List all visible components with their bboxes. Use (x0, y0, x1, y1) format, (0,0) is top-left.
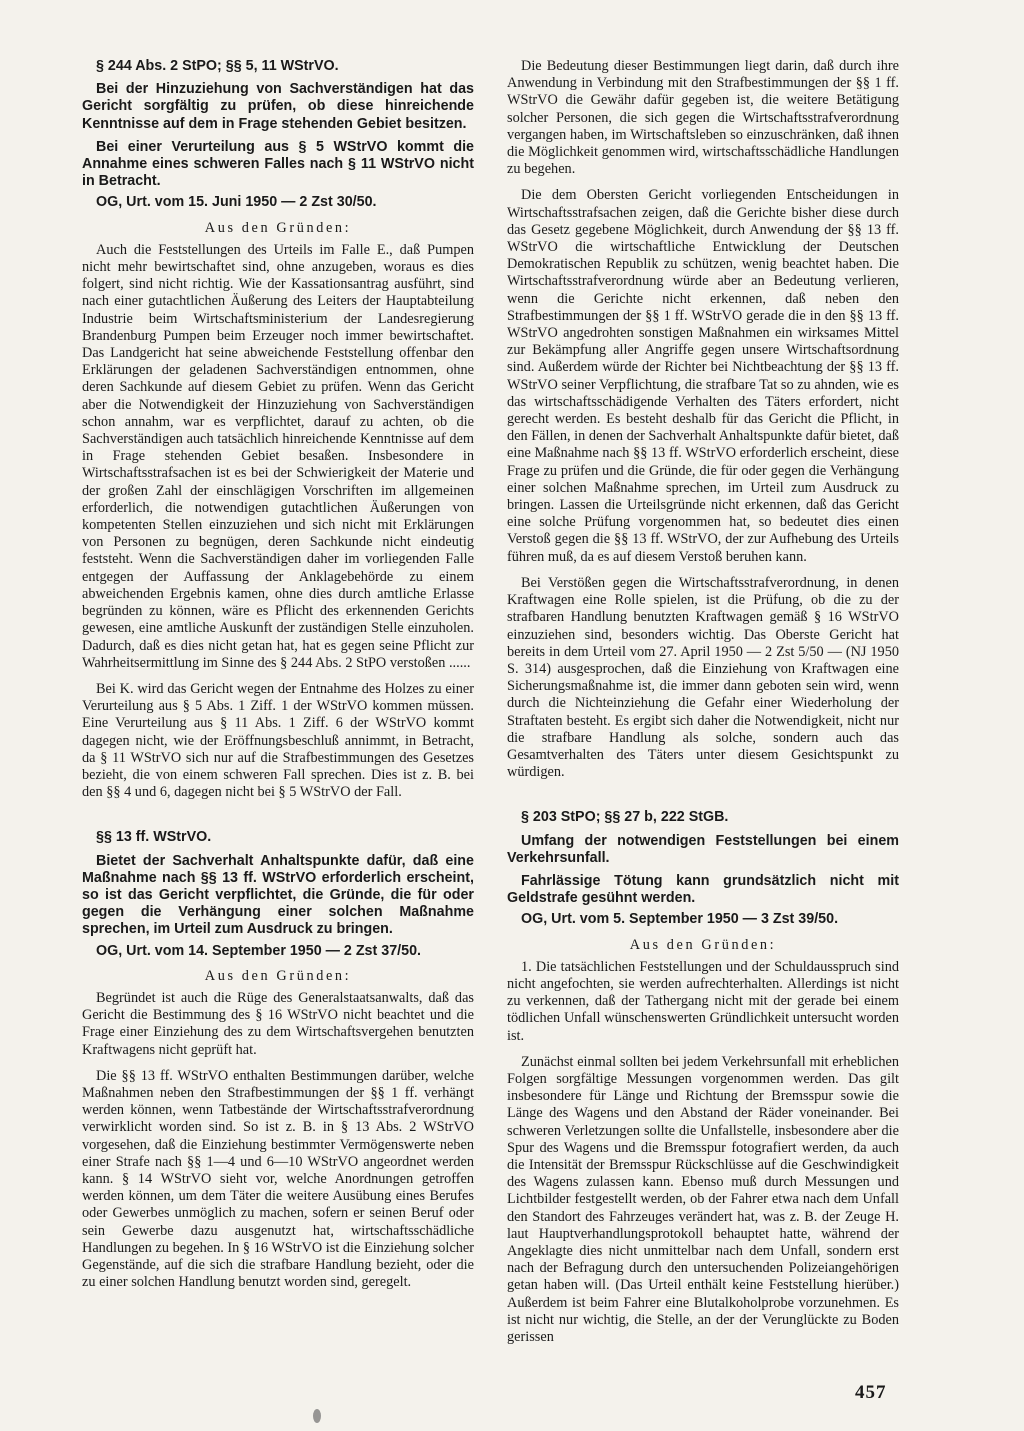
body-paragraph: Bei Verstößen gegen die Wirtschaftsstrafverordnung, in denen Kraftwagen eine Rolle spielen, ist die Prüfung, ob die zu der strafbaren Handlung benutzten Kraftwagen gemäß § 16 WStrVO einzuziehen sind, besonders wichtig. Das Oberste Gericht hat bereits in dem Urteil vom 27. April 1950 — 2 Zst 5/50 — (NJ 1950 S. 314) ausgesprochen, daß die Einziehung von Kraftwagen eine Sicherungsmaßnahme ist, die immer dann geboten sein wird, wenn durch die Nichteinziehung die Gefahr einer Wiederholung der Straftaten besteht. Es ergibt sich daher die Notwendigkeit, nicht nur die strafbare Handlung als solche, sondern auch das Gesamtverhalten des Täters unter diesem Gesichtspunkt zu würdigen. (507, 574, 899, 781)
body-paragraph: Die Bedeutung dieser Bestimmungen liegt darin, daß durch ihre Anwendung in Verbindung mit den Strafbestimmungen der §§ 1 ff. WStrVO die Gewähr dafür gegeben ist, die weitere Betätigung solcher Personen, die sich gegen die Wirtschaftsstrafverordnung vergangen haben, im Wirtschaftsleben so einzuschränken, daß ihnen die Möglichkeit genommen wird, wirtschaftsschädliche Handlungen zu begehen. (507, 58, 899, 178)
body-paragraph: Zunächst einmal sollten bei jedem Verkehrsunfall mit erheblichen Folgen sorgfältige Messungen vorgenommen werden. Das gilt insbesondere für Länge und Richtung der Bremsspur sowie die Länge des Wagens und den Abstand der Räder voneinander. Bei schweren Verletzungen sollte die Unfallstelle, insbesondere aber die Spur des Wagens und die Bremsspur fotografiert werden, da auch die Intensität der Bremsspur Rückschlüsse auf die Geschwindigkeit des Wagens zulassen kann. Ebenso muß durch Messungen und Lichtbilder festgestellt werden, ob der Fahrer etwa nach dem Unfall den Standort des Fahrzeuges verändert hat, was z. B. der Zeuge H. laut Hauptverhandlungsprotokoll behauptet hatte, während der Angeklagte dies nicht unmittelbar nach dem Unfall, sondern erst nach der Befragung durch den untersuchenden Polizeiangehörigen getan haben will. (Das Urteil enthält keine Feststellung hierüber.) Außerdem ist beim Fahrer eine Blutalkoholprobe vorzunehmen. Es ist nicht nur wichtig, die Stelle, an der der Verunglückte zu Boden gerissen (507, 1053, 899, 1346)
body-paragraph: Auch die Feststellungen des Urteils im Falle E., daß Pumpen nicht mehr bewirtschaftet sind, ohne anzugeben, woraus es dies folgert, sind nicht richtig. Wie der Kassationsantrag ausführt, sind nach einer gutachtlichen Äußerung des Leiters der Hauptabteilung Industrie beim Wirtschaftsministerium der Landesregierung Brandenburg Pumpen beim Erzeuger noch immer bewirtschaftet. Das Landgericht hat seine abweichende Feststellung offenbar den Erklärungen der geladenen Sachverständigen entnommen, ohne deren Sachkunde auf diesem Gebiet zu prüfen. Wenn das Gericht aber die Notwendigkeit der Hinzuziehung von Sachverständigen schon annahm, war es verpflichtet, darauf zu achten, ob die Sachverständigen auch tatsächlich hinreichende Kenntnisse auf dem in Frage stehenden Gebiet besaßen. Insbesondere in Wirtschaftsstrafsachen ist es bei der Schwierigkeit der Materie und der großen Zahl der einschlägigen Vorschriften im allgemeinen erforderlich, die notwendigen gutachtlichen Äußerungen von kompetenten Stellen einzuziehen und sich nicht mit Erklärungen von Personen zu begnügen, deren Sachkunde nicht eindeutig feststeht. Wenn die Sachverständigen daher im vorliegenden Falle entgegen der Auffassung der Anklagebehörde zu einem abweichenden Ergebnis kamen, ohne dies durch amtliche Erlasse begründen zu können, wäre es Pflicht des erkennenden Gerichts gewesen, eine amtliche Auskunft der zuständigen Stelle einzuholen. Dadurch, daß es dies nicht getan hat, hat es gegen seine Pflicht zur Wahrheitsermittlung im Sinne des § 244 Abs. 2 StPO verstoßen ...... (82, 241, 474, 671)
headnote: Bei einer Verurteilung aus § 5 WStrVO kommt die Annahme eines schweren Falles nach § 11 WStrVO nicht in Betracht. (82, 138, 474, 190)
headnote: Fahrlässige Tötung kann grundsätzlich nicht mit Geldstrafe gesühnt werden. (507, 872, 899, 907)
court-citation: OG, Urt. vom 14. September 1950 — 2 Zst 37/50. (96, 942, 421, 959)
body-paragraph: Begründet ist auch die Rüge des Generalstaatsanwalts, daß das Gericht die Bestimmung des § 16 WStrVO nicht beachtet und die Frage einer Einziehung des zu dem Wirtschaftsvergehen benutzten Kraftwagens nicht geprüft hat. (82, 989, 474, 1058)
ink-smudge (313, 1409, 321, 1423)
body-paragraph: Die dem Obersten Gericht vorliegenden Entscheidungen in Wirtschaftsstrafsachen zeigen, daß die Gerichte bisher diese durch das Gesetz gegebene Möglichkeit, durch Anwendung der §§ 13 ff. WStrVO die wirtschaftliche Entwicklung der Deutschen Demokratischen Republik zu schützen, wenig beachtet haben. Die Wirtschaftsstrafverordnung würde aber an Bedeutung verlieren, wenn die Gerichte nicht erkennen, daß neben den Strafbestimmungen der §§ 1 ff. WStrVO gerade die in den §§ 13 ff. WStrVO angedrohten sonstigen Maßnahmen ein wirksames Mittel zur Bekämpfung aller Angriffe gegen unsere Wirtschaftsordnung sind. Außerdem würde der Richter bei Nichtbeachtung der §§ 13 ff. WStrVO seiner Verpflichtung, die strafbare Tat so zu ahnden, wie es das wirtschaftsschädigende Verhalten des Täters erfordert, nicht gerecht werden. Es besteht deshalb für das Gericht die Pflicht, in den Fällen, in denen der Sachverhalt Anhaltspunkte dafür bietet, daß eine Maßnahme nach §§ 13 ff. WStrVO erforderlich erscheint, diese Frage zu prüfen und die Gründe, die für oder gegen die Verhängung einer solchen Maßnahme sprechen, im Urteil zum Ausdruck zu bringen. Lassen die Urteilsgründe nicht erkennen, daß das Gericht eine solche Prüfung vorgenommen hat, so bedeutet dies einen Verstoß gegen die §§ 13 ff. WStrVO, der zur Aufhebung des Urteils führen muß, da es auf diesem Verstoß beruhen kann. (507, 187, 899, 565)
court-citation: OG, Urt. vom 15. Juni 1950 — 2 Zst 30/50. (96, 194, 377, 211)
body-paragraph: Die §§ 13 ff. WStrVO enthalten Bestimmungen darüber, welche Maßnahmen neben den Strafbestimmungen der §§ 1 ff. verhängt werden können, wenn Tatbestände der Wirtschaftsstrafverordnung verwirklicht worden sind. So ist z. B. in § 13 Abs. 2 WStrVO vorgesehen, daß die Einziehung bestimmter Vermögenswerte neben einer Strafe nach §§ 1—4 und 6—10 WStrVO angeordnet werden kann. § 14 WStrVO sieht vor, welche Anordnungen getroffen werden können, um dem Täter die weitere Ausübung eines Berufes oder Gewerbes unmöglich zu machen, sofern er seinen Beruf oder sein Gewerbe dazu ausgenutzt hat, wirtschaftsschädliche Handlungen zu begehen. In § 16 WStrVO ist die Einziehung solcher Gegenstände, auf die sich die strafbare Handlung bezieht, oder die zu einer solchen Handlung benutzt worden sind, geregelt. (82, 1067, 474, 1291)
body-paragraph: 1. Die tatsächlichen Feststellungen und der Schuldausspruch sind nicht angefochten, sie werden aufrechterhalten. Allerdings ist nicht zu verkennen, daß der Tathergang nicht mit der gerade bei einem tödlichen Unfall wünschenswerten Gründlichkeit untersucht worden ist. (507, 958, 899, 1044)
left-column (82, 58, 474, 1291)
headnote: Bietet der Sachverhalt Anhaltspunkte dafür, daß eine Maßnahme nach §§ 13 ff. WStrVO erforderlich erscheint, so ist das Gericht verpflichtet, die Gründe, die für oder gegen die Verhängung einer solchen Maßnahme sprechen, im Urteil zum Ausdruck zu bringen. (82, 852, 474, 938)
section-heading: § 203 StPO; §§ 27 b, 222 StGB. (521, 809, 729, 826)
reasons-heading: Aus den Gründen: (204, 967, 352, 984)
headnote: Umfang der notwendigen Feststellungen bei einem Verkehrsunfall. (507, 832, 899, 866)
headnote: Bei der Hinzuziehung von Sachverständigen hat das Gericht sorgfältig zu prüfen, ob diese hinreichende Kenntnisse auf dem in Frage stehenden Gebiet besitzen. (82, 81, 474, 132)
page-number: 457 (855, 1382, 887, 1403)
reasons-heading: Aus den Gründen: (204, 219, 352, 236)
right-column (507, 58, 899, 1346)
body-paragraph: Bei K. wird das Gericht wegen der Entnahme des Holzes zu einer Verurteilung aus § 5 Abs. 1 Ziff. 1 der WStrVO kommen müssen. Eine Verurteilung aus § 11 Abs. 1 Ziff. 6 der WStrVO kommt dagegen nicht, wie der Eröffnungsbeschluß annimmt, in Betracht, da § 11 WStrVO sich nur auf die Strafbestimmungen des Gesetzes bezieht, die von einem schweren Fall sprechen. Dies ist z. B. bei den §§ 4 und 6, dagegen nicht bei § 5 WStrVO der Fall. (82, 680, 474, 801)
section-heading: §§ 13 ff. WStrVO. (96, 829, 212, 846)
court-citation: OG, Urt. vom 5. September 1950 — 3 Zst 39/50. (521, 911, 839, 928)
reasons-heading: Aus den Gründen: (629, 936, 777, 953)
section-heading: § 244 Abs. 2 StPO; §§ 5, 11 WStrVO. (96, 58, 339, 74)
